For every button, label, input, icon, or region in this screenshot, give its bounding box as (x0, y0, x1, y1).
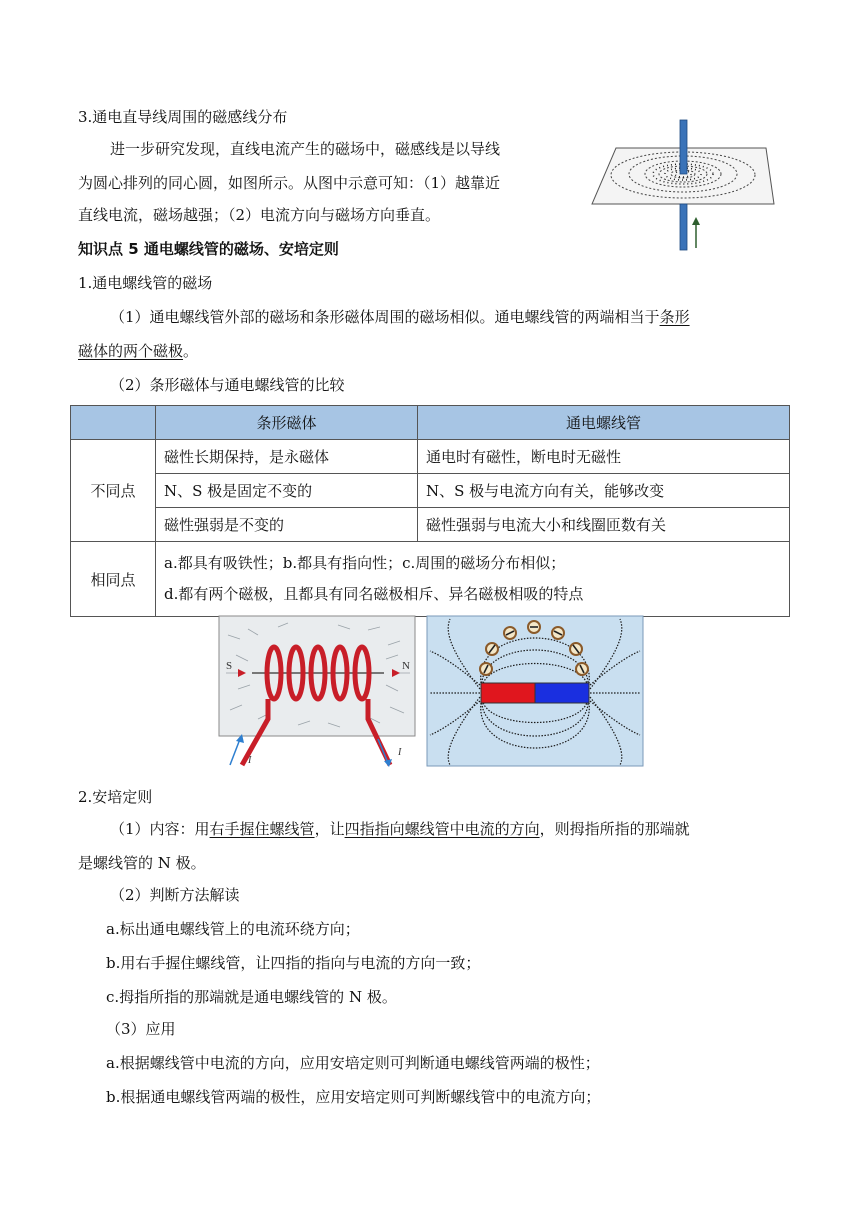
current-label: I (248, 755, 252, 766)
bar-magnet-field-figure (426, 615, 644, 767)
paragraph-line (78, 340, 198, 362)
subsection-heading-solenoid: 1.通电螺线管的磁场 (78, 274, 213, 292)
paragraph-line: （2）判断方法解读 (110, 886, 240, 904)
text-span: （1）通电螺线管外部的磁场和条形磁体周围的磁场相似。通电螺线管的两端相当于 (110, 308, 660, 326)
text-span: 。 (183, 342, 199, 360)
table-cell: 磁性强弱与电流大小和线圈匝数有关 (418, 508, 790, 542)
application-item: a.根据螺线管中电流的方向，应用安培定则可判断通电螺线管两端的极性； (106, 1054, 600, 1072)
paragraph-line (110, 818, 690, 840)
text-span: （1）内容：用 (110, 820, 210, 838)
table-row (71, 542, 790, 617)
table-header-row (71, 406, 790, 440)
table-category-differences: 不同点 (71, 440, 156, 542)
paragraph-line: 直线电流，磁场越强；（2）电流方向与磁场方向垂直。 (78, 206, 441, 224)
step-item: c.拇指所指的那端就是通电螺线管的 N 极。 (106, 988, 397, 1006)
paragraph-line: 为圆心排列的同心圆，如图所示。从图中示意可知：（1）越靠近 (78, 174, 501, 192)
knowledge-point-heading: 知识点 5 通电螺线管的磁场、安培定则 (78, 240, 339, 258)
application-item: b.根据通电螺线管两端的极性，应用安培定则可判断螺线管中的电流方向； (106, 1088, 601, 1106)
solenoid-iron-filings-figure (218, 615, 418, 767)
underlined-text: 条形 (659, 308, 690, 326)
table-row (71, 440, 790, 474)
table-row (71, 508, 790, 542)
paragraph-line: （3）应用 (106, 1020, 176, 1038)
paragraph-line: 进一步研究发现，直线电流产生的磁场中，磁感线是以导线 (110, 140, 501, 158)
text-span: ，则拇指所指的那端就 (539, 820, 690, 838)
table-row (71, 474, 790, 508)
paragraph-line (110, 306, 690, 328)
table-header-solenoid: 通电螺线管 (418, 406, 790, 440)
table-cell: N、S 极与电流方向有关，能够改变 (418, 474, 790, 508)
table-header-bar-magnet: 条形磁体 (156, 406, 418, 440)
similarity-line: d.都有两个磁极，且都具有同名磁极相斥、异名磁极相吸的特点 (164, 585, 584, 603)
similarity-line: a.都具有吸铁性；b.都具有指向性；c.周围的磁场分布相似； (164, 554, 566, 572)
paragraph-line: （2）条形磁体与通电螺线管的比较 (110, 376, 345, 394)
table-cell: 磁性强弱是不变的 (156, 508, 418, 542)
table-category-similarities: 相同点 (71, 542, 156, 617)
table-cell: 磁性长期保持，是永磁体 (156, 440, 418, 474)
table-cell: N、S 极是固定不变的 (156, 474, 418, 508)
solenoid-label-s: S (226, 660, 233, 672)
straight-wire-field-figure (588, 118, 783, 253)
paragraph-line: 是螺线管的 N 极。 (78, 854, 206, 872)
table-cell: 通电时有磁性，断电时无磁性 (418, 440, 790, 474)
current-label: I (398, 747, 402, 758)
table-cell-merged (156, 542, 790, 617)
underlined-text: 磁体的两个磁极 (78, 342, 184, 360)
step-item: b.用右手握住螺线管，让四指的指向与电流的方向一致； (106, 954, 481, 972)
underlined-text: 四指指向螺线管中电流的方向 (344, 820, 540, 838)
text-span: ，让 (314, 820, 345, 838)
step-item: a.标出通电螺线管上的电流环绕方向； (106, 920, 360, 938)
solenoid-label-n: N (402, 660, 410, 672)
section-heading-straight-wire: 3.通电直导线周围的磁感线分布 (78, 108, 288, 126)
subsection-heading-ampere-rule: 2.安培定则 (78, 788, 153, 806)
comparison-table (70, 405, 790, 617)
underlined-text: 右手握住螺线管 (209, 820, 315, 838)
table-header-blank (71, 406, 156, 440)
